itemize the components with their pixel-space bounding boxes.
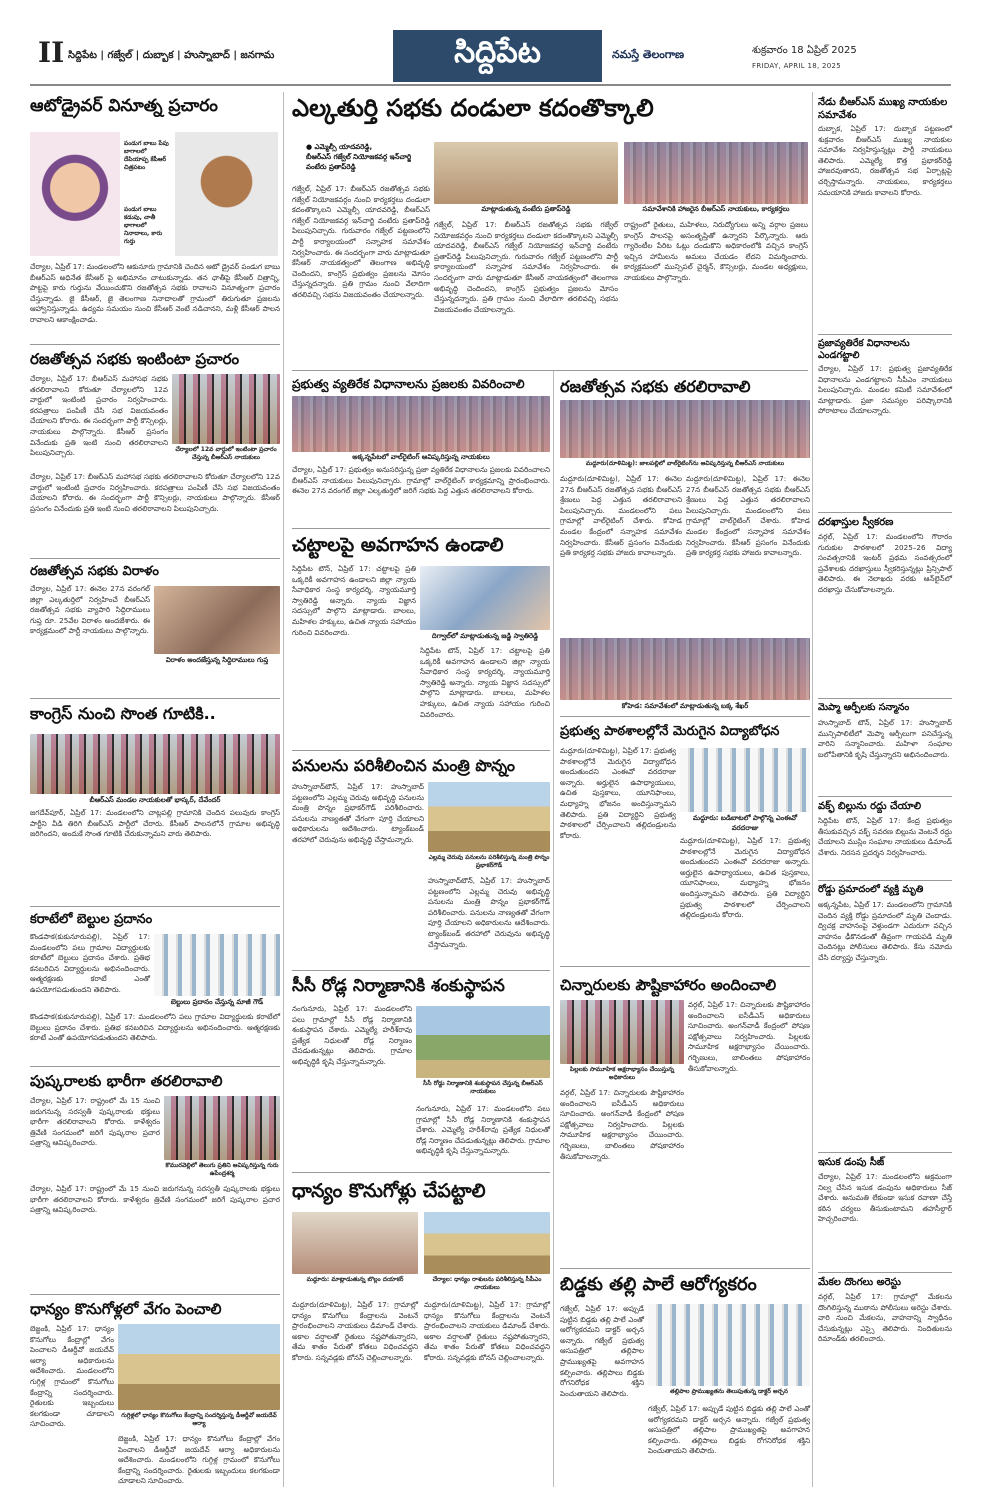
article-body-cont: మద్దూరు(దూళిమిట్ట), ఏప్రిల్ 17: గ్రామాల్లో ధాన్యం కొనుగోలు కేంద్రాలను వెంటనే ప్రారంభించాలని నాయకులు డిమాండ్ చేశారు. అకాల వర్షాలతో రైతులు నష్టపోతున్నారని, తేమ శాతం పేరుతో కోతలు విధించవద్దని కోరారు. సన్నవడ్లకు బోనస్ చెల్లించాలన్నారు.: [424, 1300, 550, 1362]
headline: రోడ్డు ప్రమాదంలో వ్యక్తి మృతి: [818, 884, 924, 895]
wall-writing-photo: [560, 400, 810, 458]
karate-photo: [154, 934, 280, 996]
donation-photo: [154, 586, 280, 654]
newspaper-brand: నమస్తే తెలంగాణ: [612, 48, 685, 61]
article-body: మద్దూరు(దూళిమిట్ట), ఏప్రిల్ 17: గ్రామాల్లో ధాన్యం కొనుగోలు కేంద్రాలను వెంటనే ప్రారంభించాలని నాయకులు డిమాండ్ చేశారు. అకాల వర్షాలతో రైతులు నష్టపోతున్నారని, తేమ శాతం పేరుతో కోతలు విధించవద్దని కోరారు. సన్నవడ్లకు బోనస్ చెల్లించాలన్నారు.: [292, 1300, 418, 1362]
headline: నేడు బీఆర్ఎస్ ముఖ్య నాయకుల సమావేశం: [818, 97, 948, 121]
article-divider: [30, 698, 280, 699]
article-divider: [560, 966, 810, 967]
grain-heap-photo: [424, 1212, 550, 1274]
article-divider: [30, 1294, 280, 1295]
headline: వక్ఫ్ బిల్లును రద్దు చేయాలి: [818, 801, 922, 812]
column-divider: [553, 370, 554, 1487]
headline: ఇసుక డంపు సీజ్: [818, 1157, 885, 1168]
date-telugu: శుక్రవారం 18 ఏప్రిల్ 2025: [752, 45, 857, 56]
photo-caption: కోహెడ: సమావేశంలో మాట్లాడుతున్న బక్క శేఖర్: [560, 702, 810, 712]
article-body-cont: గజ్వేల్, ఏప్రిల్ 17: అప్పుడే పుట్టిన బిడ్డకు తల్లి పాలే ఎంతో ఆరోగ్యకరమని డాక్టర్ అర్చన అన్నారు. గజ్వేల్ ప్రభుత్వ ఆసుపత్రిలో తల్లిపాల ప్రాముఖ్యతపై అవగాహన కల్పించారు. తల్లిపాలు బిడ్డకు రోగనిరోధక శక్తిని పెంచుతాయని తెలిపారు.: [648, 1404, 810, 1456]
article-divider: [818, 512, 952, 513]
article-divider: [560, 1268, 810, 1269]
photo-caption: బెల్టులు ప్రదానం చేస్తున్న మాజీ గౌడ్: [154, 998, 280, 1008]
article-body-cont: కొండపాక(కుకునూరుపల్లి), ఏప్రిల్ 17: మండలంలోని పలు గ్రామాల విద్యార్థులకు కరాటేలో బెల్టులు ప్రదానం చేశారు. ప్రతిభ కనబరిచిన విద్యార్థులను అభినందించారు. ఆత్మరక్షణకు కరాటే ఎంతో ఉపయోగపడుతుందని తెలిపారు.: [30, 1012, 280, 1043]
campaign-photo: [172, 374, 280, 444]
article-divider: [292, 970, 550, 971]
article-body: చేర్యాల, ఏప్రిల్ 17: రాష్ట్రంలో మే 15 నుంచి జరుగనున్న సరస్వతీ పుష్కరాలకు భక్తులు భారీగా తరలిరావాలని కోరారు. కాళేశ్వరం త్రివేణి సంగమంలో జరిగే పుష్కరాల ప్రచార పత్రాన్ని ఆవిష్కరించారు.: [30, 1096, 160, 1148]
article-body: నంగునూరు, ఏప్రిల్ 17: మండలంలోని పలు గ్రామాల్లో సీసీ రోడ్ల నిర్మాణానికి శంకుస్థాపన చేశారు. ఎమ్మెల్యే హరీశ్‌రావు ప్రత్యేక నిధులతో రోడ్ల నిర్మాణం చేపడుతున్నట్లు తెలిపారు. గ్రామాల అభివృద్ధికి కృషి చేస్తున్నామన్నారు.: [292, 1004, 412, 1066]
article-body-cont: సిద్దిపేట టౌన్, ఏప్రిల్ 17: చట్టాలపై ప్రతి ఒక్కరికీ అవగాహన ఉండాలని జిల్లా న్యాయ సేవాధికార సంస్థ కార్యదర్శి, న్యాయమూర్తి స్వాతిరెడ్డి అన్నారు. న్యాయ విజ్ఞాన సదస్సులో పాల్గొని మాట్లాడారు. బాలలు, మహిళల హక్కులు, ఉచిత న్యాయ సహాయం గురించి వివరించారు.: [420, 646, 550, 719]
lead-body-cont: గజ్వేల్, ఏప్రిల్ 17: బీఆర్ఎస్ రజతోత్సవ సభకు గజ్వేల్ నియోజకవర్గం నుంచి కార్యకర్తలు దండులా కదంతొక్కాలని ఎమ్మెల్సీ యాదవరెడ్డి, బీఆర్ఎస్ గజ్వేల్ నియోజకవర్గ ఇన్‌చార్జి వంటేరు ప్రతాప్‌రెడ్డి పిలుపునిచ్చారు. గురువారం గజ్వేల్ పట్టణంలోని పార్టీ కార్యాలయంలో సన్నాహక సమావేశం నిర్వహించారు. ఈ సందర్భంగా వారు మాట్లాడుతూ కేసీఆర్ నాయకత్వంలో తెలంగాణ అభివృద్ధి చెందిందని, కాంగ్రెస్ ప్రభుత్వం ప్రజలను మోసం చేస్తున్నదన్నారు. ప్రతి గ్రామం నుంచి వేలాదిగా తరలివచ్చి సభను విజయవంతం చేయాలన్నారు.: [434, 220, 618, 314]
district-list: సిద్దిపేట | గజ్వేల్ | దుబ్బాక | హుస్నాబాద్ | జనగామ: [68, 50, 275, 61]
photo-caption: సీసీ రోడ్డు నిర్మాణానికి శంకుస్థాపన చేస్తున్న బీఆర్ఎస్ నాయకులు: [416, 1080, 550, 1096]
article-body-cont: బెజ్జంకి, ఏప్రిల్ 17: ధాన్యం కొనుగోలు కేంద్రాల్లో వేగం పెంచాలని డీఆర్డీవో జయదేవ్ ఆర్యా అధికారులను ఆదేశించారు. మండలంలోని గుగ్గిళ్ల గ్రామంలో కొనుగోలు కేంద్రాన్ని సందర్శించారు. రైతులకు ఇబ్బందులు కలగకుండా చూడాలని సూచించారు.: [118, 1434, 280, 1486]
article-body: మద్దూరు(దూళిమిట్ట), ఏప్రిల్ 17: ఈనెల 27న బీఆర్ఎస్ రజతోత్సవ సభకు బీఆర్ఎస్ శ్రేణులు పెద్ద ఎత్తున తరలిరావాలని పిలుపునిచ్చారు. మండలంలోని పలు గ్రామాల్లో వాల్‌రైటింగ్ చేశారు. కోహెడ మండల కేంద్రంలో సన్నాహక సమావేశం నిర్వహించారు. కేసీఆర్ ప్రసంగం వినేందుకు ప్రతి కార్యకర్త సభకు హాజరు కావాలన్నారు.: [560, 474, 682, 558]
breastfeeding-awareness-photo: [648, 1304, 810, 1386]
headline: చట్టాలపై అవగాహన ఉండాలి: [292, 534, 504, 556]
headline: పనులను పరిశీలించిన మంత్రి పొన్నం: [292, 756, 516, 775]
headline: రజతోత్సవ సభకు ఇంటింటా ప్రచారం: [30, 350, 240, 368]
article-body: చేర్యాల, ఏప్రిల్ 17: ప్రభుత్వ ప్రజావ్యతిరేక విధానాలను ఎండగట్టాలని సీపీఎం నాయకులు పిలుపునిచ్చారు. మండల కమిటీ సమావేశంలో మాట్లాడారు. ప్రజా సమస్యల పరిష్కారానికి పోరాటాలు చేయాలన్నారు.: [818, 364, 952, 416]
article-divider: [292, 370, 808, 371]
article-divider: [292, 750, 550, 751]
headline: పుష్కరాలకు భారీగా తరలిరావాలి: [30, 1072, 223, 1090]
photo-caption: మాట్లాడుతున్న వంటేరు ప్రతాప్‌రెడ్డి: [434, 205, 618, 215]
auto-driver-photo: [175, 132, 278, 256]
headline: ధాన్యం కొనుగోళ్లలో వేగం పెంచాలి: [30, 1300, 222, 1318]
article-divider: [560, 716, 810, 717]
headline: మెప్మా ఆర్పీలకు సన్మానం: [818, 702, 910, 713]
article-divider: [292, 1172, 550, 1173]
headline: ఆటోడ్రైవర్ వినూత్న ప్రచారం: [30, 96, 218, 116]
lead-subhead-line: బీఆర్ఎస్ గజ్వేల్ నియోజకవర్గ ఇన్‌చార్జి వంటేరు ప్రతాప్‌రెడ్డి: [306, 153, 412, 171]
photo-caption: ఎల్లమ్మ చెరువు పనులను పరిశీలిస్తున్న మంత్రి పొన్నం ప్రభాకర్‌గౌడ్: [428, 854, 550, 869]
article-divider: [818, 698, 952, 699]
grain-purchase-photo: [118, 1324, 280, 1410]
article-body: మద్దూరు(దూళిమిట్ట), ఏప్రిల్ 17: ప్రభుత్వ పాఠశాలల్లోనే మెరుగైన విద్యాబోధన అందుతుందని ఎంఈవో వరదరాజు అన్నారు. అర్హులైన ఉపాధ్యాయులు, ఉచిత పుస్తకాలు, యూనిఫాంలు, మధ్యాహ్న భోజనం అందిస్తున్నామని తెలిపారు. ప్రతి విద్యార్థిని ప్రభుత్వ పాఠశాలలో చేర్పించాలని తల్లిదండ్రులను కోరారు.: [560, 746, 676, 840]
article-body: చేర్యాల, ఏప్రిల్ 17: బీఆర్ఎస్ మహాసభ సభకు తరలిరావాలని కోరుతూ చేర్యాలలోని 12వ వార్డులో ఇంటింటి ప్రచారం నిర్వహించారు. కరపత్రాలు పంపిణీ చేసి సభ విజయవంతం చేయాలని కోరారు. ఈ సందర్భంగా పార్టీ కౌన్సిలర్లు, నాయకులు పాల్గొన్నారు. కేసీఆర్ ప్రసంగం వినేందుకు ప్రతి ఇంటి నుంచి తరలిరావాలని పిలుపునిచ్చారు.: [30, 374, 168, 458]
article-body-cont: వర్గల్, ఏప్రిల్ 17: చిన్నారులకు పౌష్టికాహారం అందించాలని ఐసీడీఎస్ అధికారులు సూచించారు. అంగన్‌వాడీ కేంద్రంలో పోషణ పక్షోత్సవాలు నిర్వహించారు. పిల్లలకు సామూహిక అక్షరాభ్యాసం చేయించారు. గర్భిణులు, బాలింతలు పోషకాహారం తీసుకోవాలన్నారు.: [688, 1000, 810, 1073]
group-photo: [30, 734, 280, 794]
article-divider: [30, 558, 280, 559]
article-body-cont: హుస్నాబాద్‌టౌన్, ఏప్రిల్ 17: హుస్నాబాద్ పట్టణంలోని ఎల్లమ్మ చెరువు అభివృద్ధి పనులను మంత్రి పొన్నం ప్రభాకర్‌గౌడ్ పరిశీలించారు. పనులను నాణ్యతతో వేగంగా పూర్తి చేయాలని అధికారులను ఆదేశించారు. ట్యాంక్‌బండ్ తరహాలో చెరువును అభివృద్ధి చేస్తామన్నారు.: [428, 876, 550, 949]
lead-subhead: [306, 152, 430, 172]
article-divider: [818, 334, 952, 335]
photo-caption: బీఆర్ఎస్ మండల నాయకులతో భాస్కర్, దేవేందర్: [30, 796, 280, 806]
article-body-cont: మద్దూరు(దూళిమిట్ట), ఏప్రిల్ 17: ప్రభుత్వ పాఠశాలల్లోనే మెరుగైన విద్యాబోధన అందుతుందని ఎంఈవో వరదరాజు అన్నారు. అర్హులైన ఉపాధ్యాయులు, ఉచిత పుస్తకాలు, యూనిఫాంలు, మధ్యాహ్న భోజనం అందిస్తున్నామని తెలిపారు. ప్రతి విద్యార్థిని ప్రభుత్వ పాఠశాలలో చేర్పించాలని తల్లిదండ్రులను కోరారు.: [680, 836, 810, 920]
wall-writing-photo: [292, 396, 550, 452]
article-divider: [818, 796, 952, 797]
minister-inspection-photo: [428, 782, 550, 852]
headline: ప్రజావ్యతిరేక విధానాలను ఎండగట్టాలి: [818, 338, 910, 361]
headline: బిడ్డకు తల్లి పాలే ఆరోగ్యకరం: [560, 1274, 757, 1295]
article-body: చేర్యాల, ఏప్రిల్ 17: మండలంలోని అక్రమంగా నిల్వ చేసిన ఇసుక డంపును అధికారులు సీజ్ చేశారు. అనుమతి లేకుండా ఇసుక రవాణా చేస్తే కఠిన చర్యలు తీసుకుంటామని తహసీల్దార్ హెచ్చరించారు.: [818, 1172, 952, 1224]
article-body: అక్కన్నపేట, ఏప్రిల్ 17: మండలంలోని గ్రామానికి చెందిన వ్యక్తి రోడ్డు ప్రమాదంలో మృతి చెందాడు. ద్విచక్ర వాహనంపై వెళ్తుండగా ఎదురుగా వచ్చిన వాహనం ఢీకొనడంతో తీవ్రంగా గాయపడి మృతి చెందినట్లు పోలీసులు తెలిపారు. కేసు నమోదు చేసి దర్యాప్తు చేస్తున్నారు.: [818, 900, 952, 962]
page-number: II: [38, 36, 65, 69]
masthead-rule: [30, 84, 951, 86]
article-divider: [292, 528, 550, 529]
article-body: సిద్దిపేట టౌన్, ఏప్రిల్ 17: చట్టాలపై ప్రతి ఒక్కరికీ అవగాహన ఉండాలని జిల్లా న్యాయ సేవాధికార సంస్థ కార్యదర్శి, న్యాయమూర్తి స్వాతిరెడ్డి అన్నారు. న్యాయ విజ్ఞాన సదస్సులో పాల్గొని మాట్లాడారు. బాలలు, మహిళల హక్కులు, ఉచిత న్యాయ సహాయం గురించి వివరించారు.: [292, 564, 416, 637]
headline: చిన్నారులకు పౌష్టికాహారం అందించాలి: [560, 976, 777, 994]
column-divider: [283, 92, 284, 1487]
article-body: వర్గల్, ఏప్రిల్ 17: మండలంలోని గౌరారం గురుకుల పాఠశాలలో 2025–26 విద్యా సంవత్సరానికి ఇంటర్ ప్రథమ సంవత్సరంలో ప్రవేశాలకు దరఖాస్తులు స్వీకరిస్తున్నట్లు ప్రిన్సిపాల్ తెలిపారు. ఈ నెలాఖరు వరకు ఆన్‌లైన్‌లో దరఖాస్తు చేసుకోవాలన్నారు.: [818, 532, 952, 594]
article-body-cont: చేర్యాల, ఏప్రిల్ 17: బీఆర్ఎస్ మహాసభ సభకు తరలిరావాలని కోరుతూ చేర్యాలలోని 12వ వార్డులో ఇంటింటి ప్రచారం నిర్వహించారు. కరపత్రాలు పంపిణీ చేసి సభ విజయవంతం చేయాలని కోరారు. ఈ సందర్భంగా పార్టీ కౌన్సిలర్లు, నాయకులు పాల్గొన్నారు. కేసీఆర్ ప్రసంగం వినేందుకు ప్రతి ఇంటి నుంచి తరలిరావాలని పిలుపునిచ్చారు.: [30, 472, 280, 513]
article-body-cont: చేర్యాల, ఏప్రిల్ 17: రాష్ట్రంలో మే 15 నుంచి జరుగనున్న సరస్వతీ పుష్కరాలకు భక్తులు భారీగా తరలిరావాలని కోరారు. కాళేశ్వరం త్రివేణి సంగమంలో జరిగే పుష్కరాల ప్రచార పత్రాన్ని ఆవిష్కరించారు.: [30, 1184, 280, 1215]
article-divider: [818, 1152, 952, 1153]
school-drive-photo: [680, 748, 810, 812]
headline: కరాటేలో బెల్టుల ప్రదానం: [30, 912, 153, 927]
article-body: గజ్వేల్, ఏప్రిల్ 17: అప్పుడే పుట్టిన బిడ్డకు తల్లి పాలే ఎంతో ఆరోగ్యకరమని డాక్టర్ అర్చన అన్నారు. గజ్వేల్ ప్రభుత్వ ఆసుపత్రిలో తల్లిపాల ప్రాముఖ్యతపై అవగాహన కల్పించారు. తల్లిపాలు బిడ్డకు రోగనిరోధక శక్తిని పెంచుతాయని తెలిపారు.: [560, 1304, 644, 1398]
headline: రజతోత్సవ సభకు విరాళం: [30, 564, 160, 579]
photo-caption: మద్దూరు: బడిబాటలో పాల్గొన్న ఎంఈవో వరదరాజు: [680, 814, 810, 834]
article-body: వర్గల్, ఏప్రిల్ 17: చిన్నారులకు పౌష్టికాహారం అందించాలని ఐసీడీఎస్ అధికారులు సూచించారు. అంగన్‌వాడీ కేంద్రంలో పోషణ పక్షోత్సవాలు నిర్వహించారు. పిల్లలకు సామూహిక అక్షరాభ్యాసం చేయించారు. గర్భిణులు, బాలింతలు పోషకాహారం తీసుకోవాలన్నారు.: [560, 1088, 684, 1161]
article-body: చేర్యాల, ఏప్రిల్ 17: ఈనెల 27న వరంగల్ జిల్లా ఎల్కతుర్తిలో నిర్వహించే బీఆర్ఎస్ రజతోత్సవ సభకు వ్యాపారి సిద్దిరాములు గుప్త రూ. 25వేల విరాళం అందజేశారు. ఈ కార్యక్రమంలో పార్టీ నాయకులు పాల్గొన్నారు.: [30, 584, 150, 636]
headline: రజతోత్సవ సభకు తరలిరావాలి: [560, 377, 751, 396]
article-body-cont: నంగునూరు, ఏప్రిల్ 17: మండలంలోని పలు గ్రామాల్లో సీసీ రోడ్ల నిర్మాణానికి శంకుస్థాపన చేశారు. ఎమ్మెల్యే హరీశ్‌రావు ప్రత్యేక నిధులతో రోడ్ల నిర్మాణం చేపడుతున్నట్లు తెలిపారు. గ్రామాల అభివృద్ధికి కృషి చేస్తున్నామన్నారు.: [416, 1104, 550, 1156]
photo-caption: మద్దూరు(దూళిమిట్ట): జాలపల్లిలో వాల్‌రైటింగ్‌ను ఆవిష్కరిస్తున్న బీఆర్ఎస్ నాయకులు: [560, 460, 810, 468]
lead-headline: ఎల్కతుర్తి సభకు దండులా కదంతొక్కాలి: [292, 94, 654, 122]
headline: మేకల దొంగలు అరెస్టు: [818, 1277, 901, 1288]
photo-note: పండుగ బాబు పేపు బాగాలలో దేపియాప్ప కేపీఆర్ చిత్రపటం: [124, 140, 169, 171]
lead-photo-crowd: [624, 142, 808, 204]
article-body: జగదేవ్‌పూర్, ఏప్రిల్ 17: మండలంలోని చాట్లపల్లి గ్రామానికి చెందిన పలువురు కాంగ్రెస్ పార్టీని వీడి తిరిగి బీఆర్ఎస్ పార్టీలో చేరారు. కేసీఆర్ పాలనలోనే గ్రామాల అభివృద్ధి జరిగిందని, అందుకే సొంత గూటికి చేరుకున్నామని వారు తెలిపారు.: [30, 808, 280, 839]
photo-caption: సమావేశానికి హాజరైన బీఆర్ఎస్ నాయకులు, కార్యకర్తలు: [624, 205, 808, 215]
photo-caption: చేర్యాలలో 12వ వార్డులో ఇంటింటా ప్రచారం చేస్తున్న బీఆర్ఎస్ నాయకులు: [172, 446, 280, 462]
anganwadi-photo: [560, 1000, 684, 1064]
photo-caption: విరాళం అందజేస్తున్న సిద్దిరాములు గుప్త: [154, 656, 280, 666]
article-divider: [818, 880, 952, 881]
article-body: చేర్యాల, ఏప్రిల్ 17: మండలంలోని ఆకునూరు గ్రామానికి చెందిన ఆటో డ్రైవర్ పండుగ బాబు బీఆర్ఎస్ అధినేత కేసీఆర్ పై అభిమానం చాటుకున్నాడు. తన ఛాతీపై కేసీఆర్ చిత్రాన్ని, పొట్టపై కారు గుర్తును వేయించుకొని రజతోత్సవ సభకు రావాలని వినూత్నంగా ప్రచారం చేస్తున్నాడు. జై కేసీఆర్, జై తెలంగాణ నినాదాలతో గ్రామంలో తిరుగుతూ ప్రజలను ఆహ్వానిస్తున్నాడు. ఉద్యమ సమయం నుంచి కేసీఆర్ వెంటే నడిచానని, మళ్లీ కేసీఆర్ పాలన రావాలని ఆకాంక్షించాడు.: [30, 262, 280, 324]
article-body: చేర్యాల, ఏప్రిల్ 17: ప్రభుత్వం అనుసరిస్తున్న ప్రజా వ్యతిరేక విధానాలను ప్రజలకు వివరించాలని బీఆర్ఎస్ నాయకులు పిలుపునిచ్చారు. గ్రామాల్లో వాల్‌రైటింగ్ కార్యక్రమాన్ని ప్రారంభించారు. ఈనెల 27న వరంగల్ జిల్లా ఎల్కతుర్తిలో జరిగే సభకు పెద్ద ఎత్తున తరలిరావాలని కోరారు.: [292, 465, 550, 496]
lead-subhead: [306, 142, 430, 152]
kcr-portrait-photo: [30, 132, 120, 256]
article-divider: [30, 344, 280, 345]
grain-meeting-photo: [292, 1212, 418, 1274]
headline: ధాన్యం కొనుగోళ్లు చేపట్టాలి: [292, 1180, 486, 1202]
photo-caption: పిల్లలకు సామూహిక అక్షరాభ్యాసం చేయిస్తున్న అధికారులు: [560, 1066, 684, 1082]
photo-caption: దిగ్వాల్‌లో మాట్లాడుతున్న జడ్జి స్వాతిరెడ్డి: [420, 632, 550, 642]
bullet-icon: ●: [306, 143, 315, 151]
article-body-cont: మద్దూరు(దూళిమిట్ట), ఏప్రిల్ 17: ఈనెల 27న బీఆర్ఎస్ రజతోత్సవ సభకు బీఆర్ఎస్ శ్రేణులు పెద్ద ఎత్తున తరలిరావాలని పిలుపునిచ్చారు. మండలంలోని పలు గ్రామాల్లో వాల్‌రైటింగ్ చేశారు. కోహెడ మండల కేంద్రంలో సన్నాహక సమావేశం నిర్వహించారు. కేసీఆర్ ప్రసంగం వినేందుకు ప్రతి కార్యకర్త సభకు హాజరు కావాలన్నారు.: [686, 474, 810, 558]
headline: సీసీ రోడ్ల నిర్మాణానికి శంకుస్థాపన: [292, 976, 505, 996]
article-body: వర్గల్, ఏప్రిల్ 17: గ్రామాల్లో మేకలను దొంగిలిస్తున్న ముఠాను పోలీసులు అరెస్టు చేశారు. వారి నుంచి మేకలను, వాహనాన్ని స్వాధీనం చేసుకున్నట్లు ఎస్సై తెలిపారు. నిందితులను రిమాండ్‌కు తరలించారు.: [818, 1292, 952, 1344]
article-divider: [30, 1066, 280, 1067]
article-body: హుస్నాబాద్ టౌన్, ఏప్రిల్ 17: హుస్నాబాద్ మున్సిపాలిటీలో మెప్మా ఆర్పీలుగా పనిచేస్తున్న వారిని సన్మానించారు. మహిళా సంఘాల బలోపేతానికి కృషి చేస్తున్నారని అభినందించారు.: [818, 718, 952, 759]
article-body: బెజ్జంకి, ఏప్రిల్ 17: ధాన్యం కొనుగోలు కేంద్రాల్లో వేగం పెంచాలని డీఆర్డీవో జయదేవ్ ఆర్యా అధికారులను ఆదేశించారు. మండలంలోని గుగ్గిళ్ల గ్రామంలో కొనుగోలు కేంద్రాన్ని సందర్శించారు. రైతులకు ఇబ్బందులు కలగకుండా చూడాలని సూచించారు.: [30, 1324, 114, 1429]
column-divider: [812, 92, 813, 1487]
lead-photo-speaker: [434, 142, 618, 204]
legal-awareness-photo: [420, 566, 550, 630]
pushkaralu-photo: [164, 1096, 280, 1160]
photo-caption: మద్దూరు: మాట్లాడుతున్న బొల్లం దయాకర్: [292, 1276, 418, 1284]
headline: దరఖాస్తుల స్వీకరణ: [818, 517, 894, 528]
headline: ప్రభుత్వ పాఠశాలల్లోనే మెరుగైన విద్యాబోధన: [560, 724, 780, 739]
headline: కాంగ్రెస్ నుంచి సొంత గూటికి..: [30, 704, 216, 723]
photo-caption: గుగ్గిళ్లలో ధాన్యం కొనుగోలు కేంద్రాన్ని సందర్శిస్తున్న డీఆర్డీవో జయదేవ్ ఆర్యా: [118, 1412, 280, 1428]
lead-subhead-line: ఎమ్మెల్సీ యాదవరెడ్డి,: [314, 143, 373, 151]
photo-caption: కొమురవెల్లిలో తెలుగు ప్రతిని ఆవిష్కరిస్తున్న గురు ఉపేంద్రశర్మ: [165, 1162, 279, 1177]
kohed-meeting-photo: [560, 638, 810, 700]
article-body: సిద్దిపేట టౌన్, ఏప్రిల్ 17: కేంద్ర ప్రభుత్వం తీసుకువచ్చిన వక్ఫ్ సవరణ బిల్లును వెంటనే రద్దు చేయాలని ముస్లిం సంఘాల నాయకులు డిమాండ్ చేశారు. నిరసన ప్రదర్శన నిర్వహించారు.: [818, 816, 952, 857]
lead-body: గజ్వేల్, ఏప్రిల్ 17: బీఆర్ఎస్ రజతోత్సవ సభకు గజ్వేల్ నియోజకవర్గం నుంచి కార్యకర్తలు దండులా కదంతొక్కాలని ఎమ్మెల్సీ యాదవరెడ్డి, బీఆర్ఎస్ గజ్వేల్ నియోజకవర్గ ఇన్‌చార్జి వంటేరు ప్రతాప్‌రెడ్డి పిలుపునిచ్చారు. గురువారం గజ్వేల్ పట్టణంలోని పార్టీ కార్యాలయంలో సన్నాహక సమావేశం నిర్వహించారు. ఈ సందర్భంగా వారు మాట్లాడుతూ కేసీఆర్ నాయకత్వంలో తెలంగాణ అభివృద్ధి చెందిందని, కాంగ్రెస్ ప్రభుత్వం ప్రజలను మోసం చేస్తున్నదన్నారు. ప్రతి గ్రామం నుంచి వేలాదిగా తరలివచ్చి సభను విజయవంతం చేయాలన్నారు.: [292, 184, 431, 299]
date-english: FRIDAY, APRIL 18, 2025: [752, 62, 842, 70]
edition-title: సిద్దిపేట: [454, 35, 541, 70]
article-divider: [30, 906, 280, 907]
photo-caption: చేర్యాల: ధాన్యం రాశులను పరిశీలిస్తున్న సీపీఎం నాయకులు: [424, 1276, 550, 1292]
cc-road-photo: [416, 1006, 550, 1078]
article-divider: [818, 1272, 952, 1273]
lead-body-cont: రాష్ట్రంలో రైతులు, మహిళలు, నిరుద్యోగులు అన్ని వర్గాల ప్రజలు కాంగ్రెస్ పాలనపై అసంతృప్తితో ఉన్నారని పేర్కొన్నారు. ఆరు గ్యారెంటీల పేరిట ఓట్లు దండుకొని అధికారంలోకి వచ్చిన కాంగ్రెస్ ఇచ్చిన హామీలను అమలు చేయడం లేదని విమర్శించారు. కార్యక్రమంలో మున్సిపల్ చైర్మన్, కౌన్సిలర్లు, మండల అధ్యక్షులు, నాయకులు పాల్గొన్నారు.: [624, 220, 808, 282]
photo-note: పండుగ బాబు కడుపు, చాతీ భాగాలలో నినాదాలు, కారు గుర్తు: [124, 206, 163, 245]
article-body: హుస్నాబాద్‌టౌన్, ఏప్రిల్ 17: హుస్నాబాద్ పట్టణంలోని ఎల్లమ్మ చెరువు అభివృద్ధి పనులను మంత్రి పొన్నం ప్రభాకర్‌గౌడ్ పరిశీలించారు. పనులను నాణ్యతతో వేగంగా పూర్తి చేయాలని అధికారులను ఆదేశించారు. ట్యాంక్‌బండ్ తరహాలో చెరువును అభివృద్ధి చేస్తామన్నారు.: [292, 782, 424, 844]
photo-caption: తల్లిపాల ప్రాముఖ్యతను తెలుపుతున్న డాక్టర్ అర్చన: [648, 1388, 810, 1396]
article-body: దుబ్బాక, ఏప్రిల్ 17: దుబ్బాక పట్టణంలో శుక్రవారం బీఆర్ఎస్ ముఖ్య నాయకుల సమావేశం నిర్వహిస్తున్నట్లు పార్టీ నాయకులు తెలిపారు. ఎమ్మెల్యే కొత్త ప్రభాకర్‌రెడ్డి హాజరవుతారని, రజతోత్సవ సభ ఏర్పాట్లపై చర్చిస్తామన్నారు. నాయకులు, కార్యకర్తలు సమయానికి హాజరు కావాలని కోరారు.: [818, 124, 952, 197]
photo-caption: అక్కన్నపేటలో వాల్‌రైటింగ్ ఆవిష్కరిస్తున్న నాయకులు: [292, 453, 550, 463]
article-body: కొండపాక(కుకునూరుపల్లి), ఏప్రిల్ 17: మండలంలోని పలు గ్రామాల విద్యార్థులకు కరాటేలో బెల్టులు ప్రదానం చేశారు. ప్రతిభ కనబరిచిన విద్యార్థులను అభినందించారు. ఆత్మరక్షణకు కరాటే ఎంతో ఉపయోగపడుతుందని తెలిపారు.: [30, 932, 150, 994]
headline: ప్రభుత్వ వ్యతిరేక విధానాలను ప్రజలకు వివరించాలి: [292, 377, 525, 391]
